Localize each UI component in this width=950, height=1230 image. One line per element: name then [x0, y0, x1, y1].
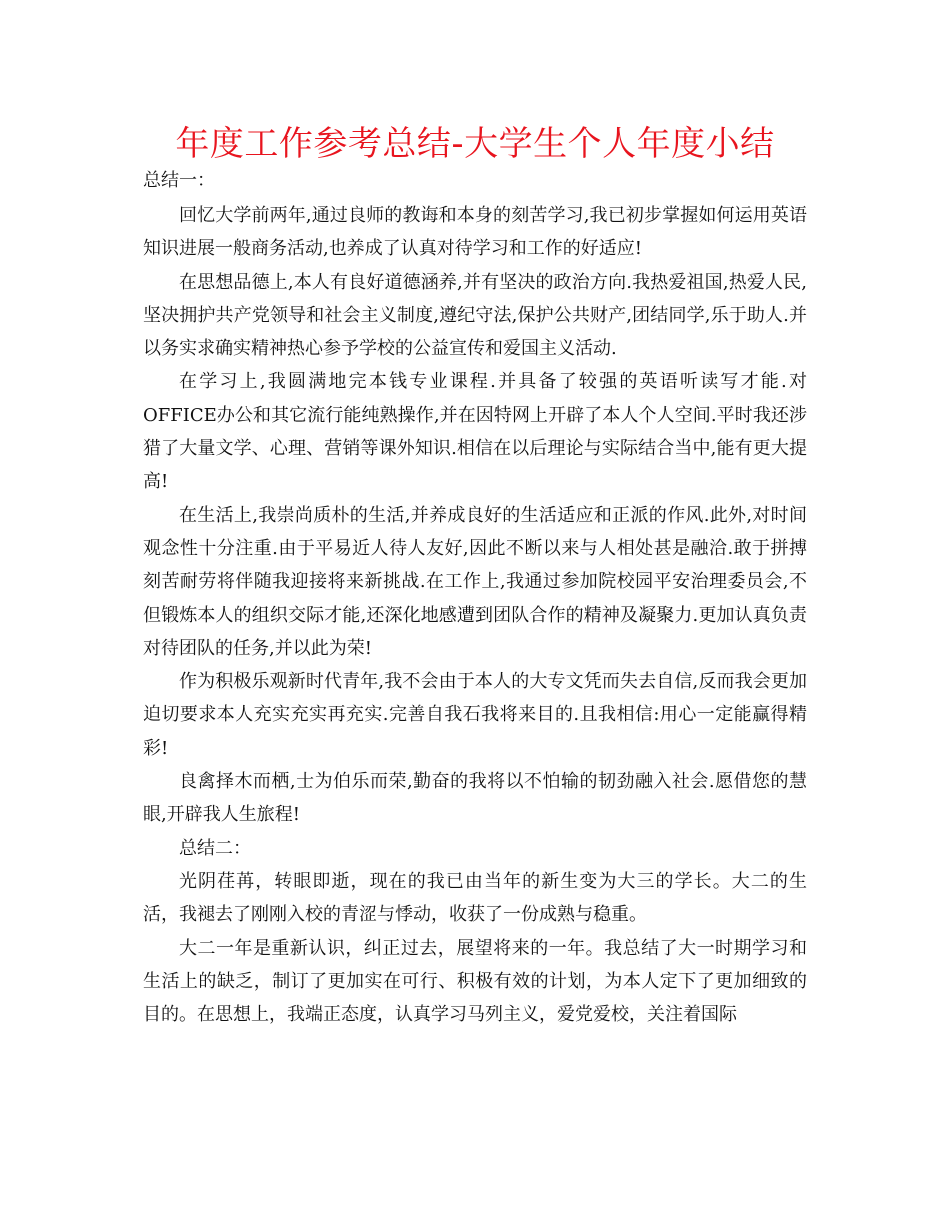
section-heading-summary-one: 总结一：: [143, 170, 215, 191]
body-paragraph: 回忆大学前两年,通过良师的教诲和本身的刻苦学习,我已初步掌握如何运用英语知识进展一般商务活动,也养成了认真对待学习和工作的好适应!: [143, 205, 807, 260]
body-paragraph: 在思想品德上,本人有良好道德涵养,并有坚决的政治方向.我热爱祖国,热爱人民,坚决拥护共产党领导和社会主义制度,遵纪守法,保护公共财产,团结同学,乐于助人.并以务实求确实精神热心参予学校的公益宣传和爱国主义活动.: [143, 271, 807, 360]
document-title: 年度工作参考总结-大学生个人年度小结: [175, 124, 775, 164]
body-paragraph: 在生活上,我崇尚质朴的生活,并养成良好的生活适应和正派的作风.此外,对时间观念性十分注重.由于平易近人待人友好,因此不断以来与人相处甚是融洽.敢于拼搏刻苦耐劳将伴随我迎接将来新挑战.在工作上,我通过参加院校园平安治理委员会,不但锻炼本人的组织交际才能,还深化地感遭到团队合作的精神及凝聚力.更加认真负责对待团队的任务,并以此为荣!: [143, 504, 807, 659]
section-heading-summary-two: 总结二：: [179, 837, 251, 859]
body-paragraph: 在学习上,我圆满地完本钱专业课程.并具备了较强的英语听读写才能.对OFFICE办公和其它流行能纯熟操作,并在因特网上开辟了本人个人空间.平时我还涉猎了大量文学、心理、营销等课外知识.相信在以后理论与实际结合当中,能有更大提高!: [143, 371, 807, 493]
document-body: [143, 166, 807, 1031]
body-paragraph: 良禽择木而栖,士为伯乐而荣,勤奋的我将以不怕输的韧劲融入社会.愿借您的慧眼,开辟我人生旅程!: [143, 771, 807, 826]
body-paragraph: 光阴荏苒，转眼即逝，现在的我已由当年的新生变为大三的学长。大二的生活，我褪去了刚刚入校的青涩与悸动，收获了一份成熟与稳重。: [143, 870, 807, 926]
body-paragraph: 大二一年是重新认识，纠正过去，展望将来的一年。我总结了大一时期学习和生活上的缺乏，制订了更加实在可行、积极有效的计划，为本人定下了更加细致的目的。在思想上，我端正态度，认真学习马列主义，爱党爱校，关注着国际: [143, 937, 807, 1026]
body-paragraph: 作为积极乐观新时代青年,我不会由于本人的大专文凭而失去自信,反而我会更加迫切要求本人充实充实再充实.完善自我石我将来目的.且我相信:用心一定能赢得精彩!: [143, 671, 807, 759]
